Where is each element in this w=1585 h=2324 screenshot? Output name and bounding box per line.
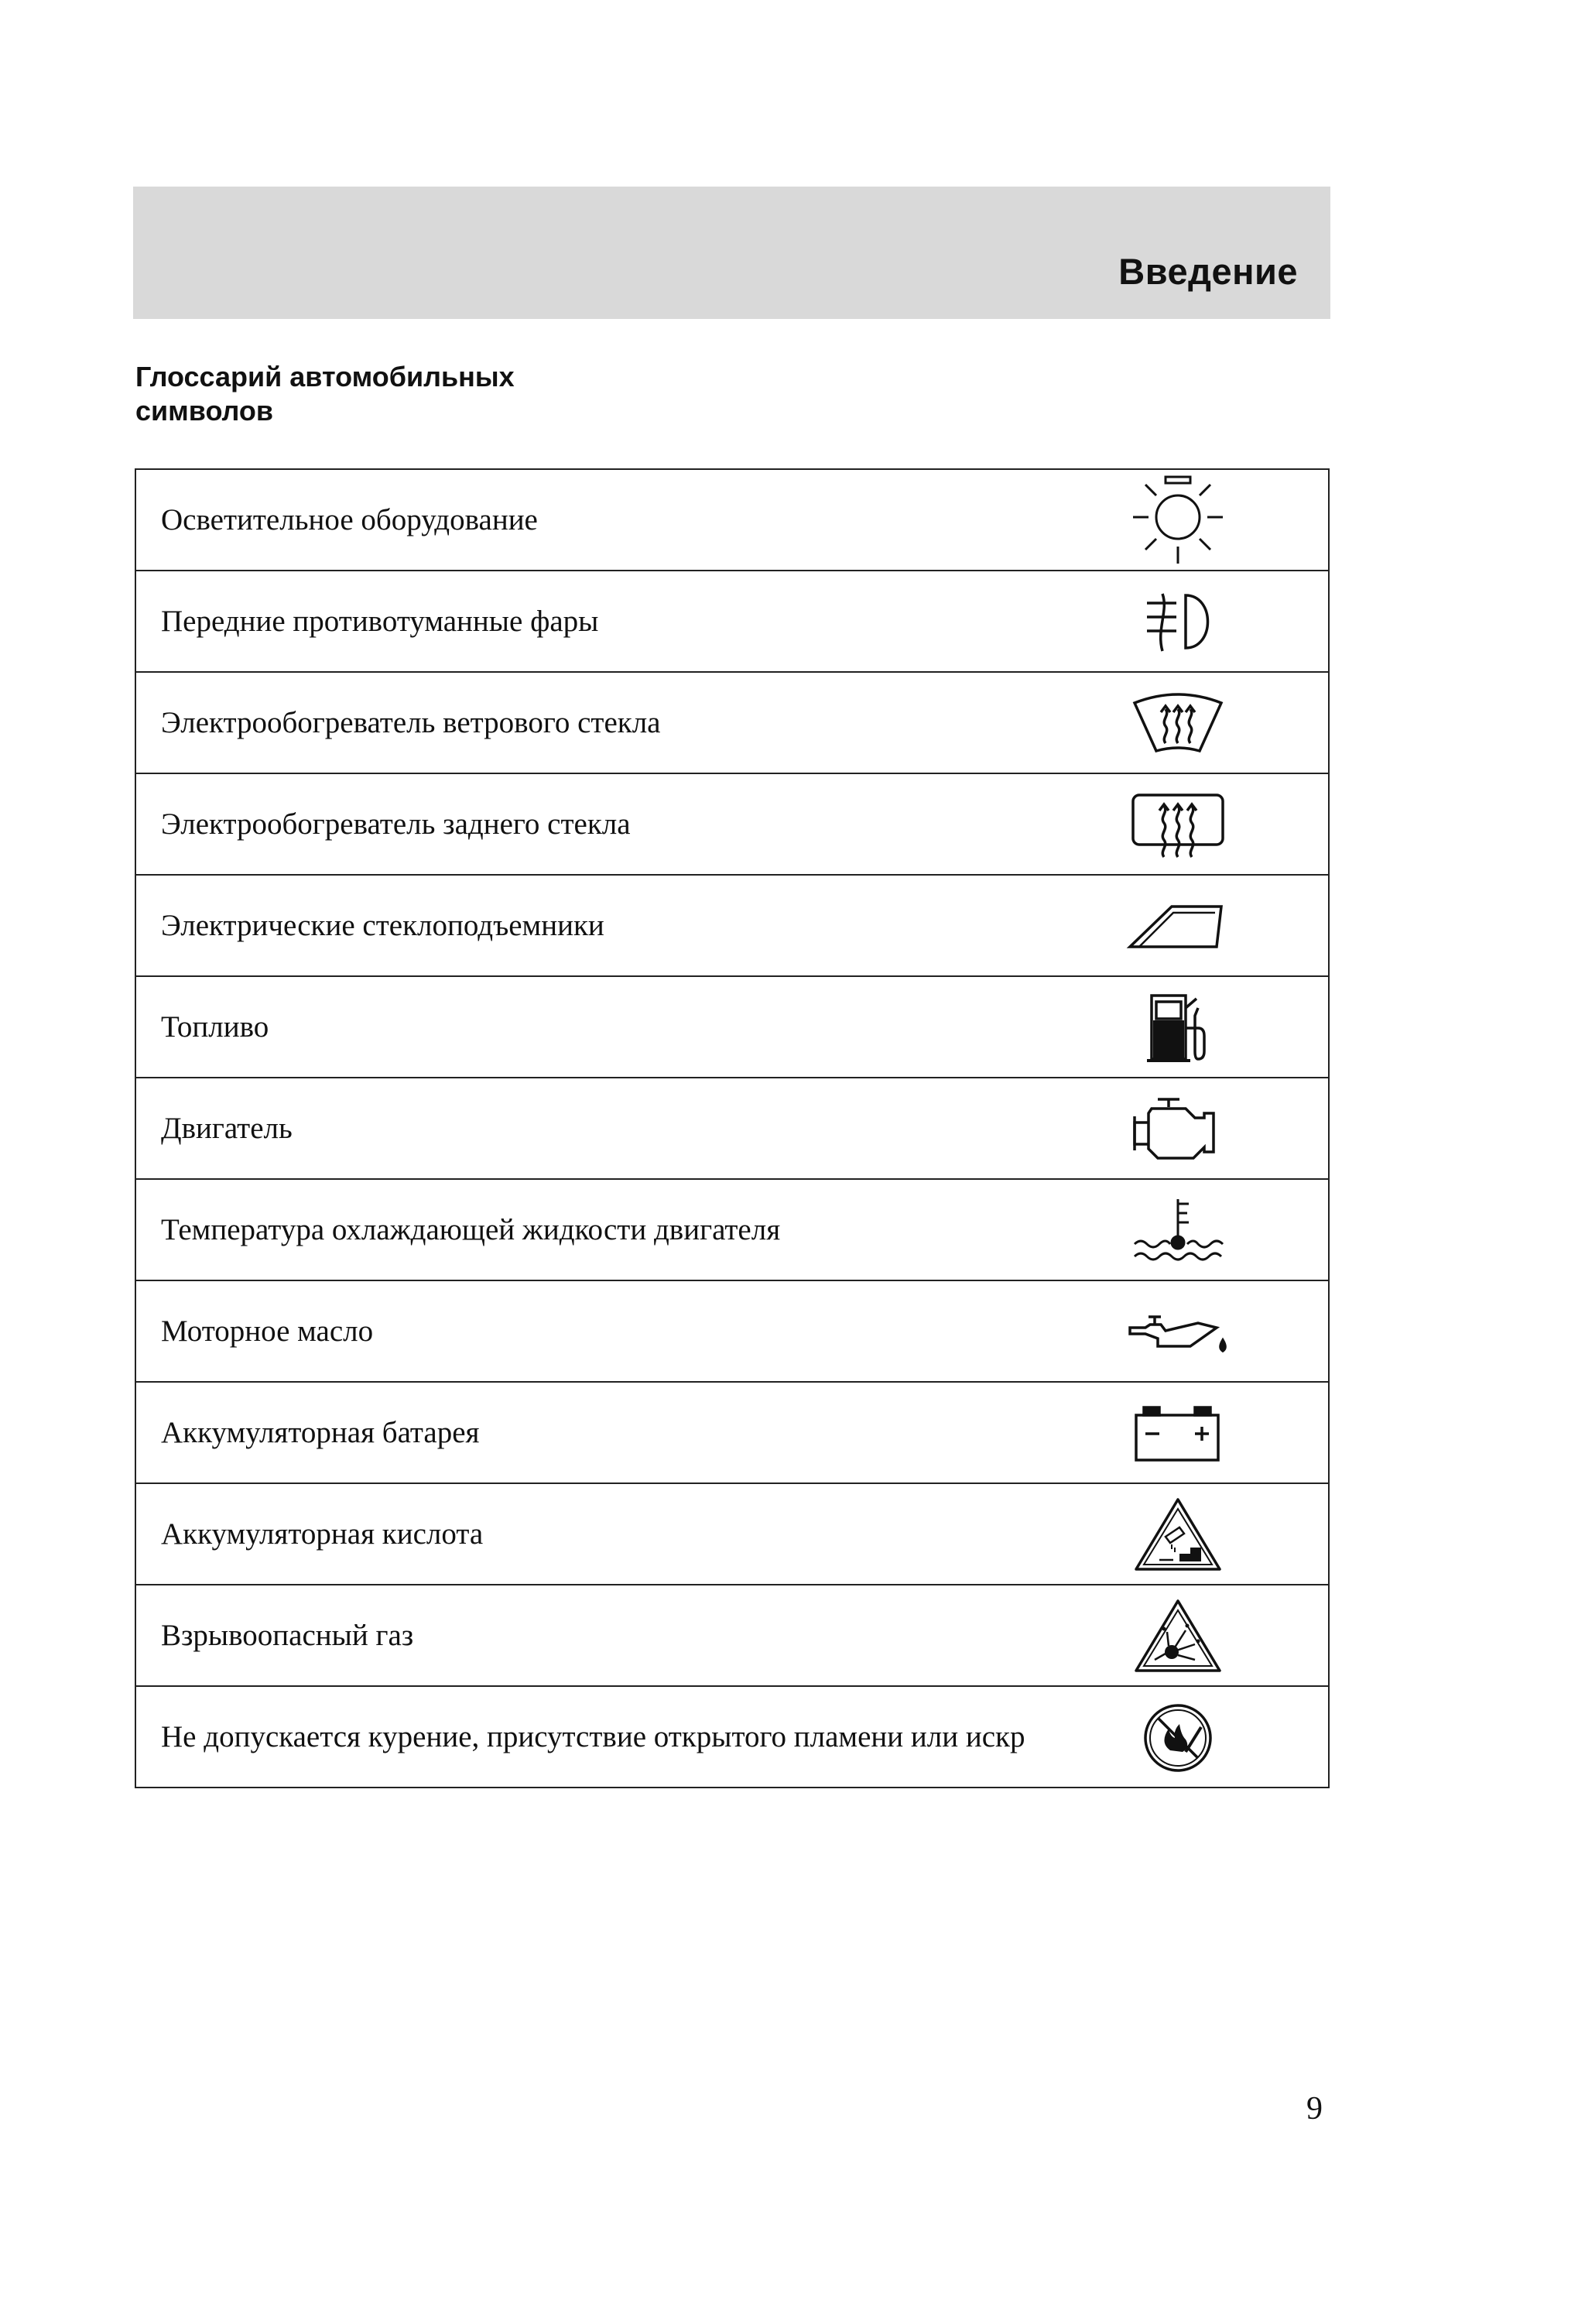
symbol-label: Температура охлаждающей жидкости двигателя bbox=[161, 1212, 781, 1246]
rear-window-defrost-icon bbox=[1124, 786, 1232, 863]
page-number: 9 bbox=[1306, 2091, 1323, 2127]
symbol-label: Топливо bbox=[161, 1009, 269, 1044]
symbol-label: Аккумуляторная кислота bbox=[161, 1517, 484, 1551]
symbol-label: Передние противотуманные фары bbox=[161, 604, 599, 638]
table-row bbox=[135, 1078, 1329, 1179]
header-band bbox=[133, 187, 1330, 319]
symbol-label: Осветительное оборудование bbox=[161, 502, 538, 536]
front-fog-lamp-icon bbox=[1124, 583, 1232, 660]
battery-icon bbox=[1124, 1398, 1232, 1468]
table-row bbox=[135, 1483, 1329, 1585]
lighting-icon bbox=[1124, 472, 1232, 568]
explosive-gas-warning-icon bbox=[1124, 1593, 1232, 1678]
engine-icon bbox=[1124, 1090, 1232, 1167]
windshield-defrost-icon bbox=[1124, 684, 1232, 762]
symbol-label: Аккумуляторная батарея bbox=[161, 1415, 480, 1449]
table-row bbox=[135, 875, 1329, 976]
power-window-icon bbox=[1124, 891, 1232, 961]
symbol-glossary-table bbox=[135, 468, 1330, 1788]
table-row bbox=[135, 976, 1329, 1078]
no-smoking-flame-icon bbox=[1124, 1695, 1232, 1780]
table-row bbox=[135, 469, 1329, 571]
symbol-label: Моторное масло bbox=[161, 1314, 374, 1348]
table-row bbox=[135, 773, 1329, 875]
symbol-label: Не допускается курение, присутствие открытого пламени или искр bbox=[161, 1719, 1025, 1753]
fuel-pump-icon bbox=[1124, 985, 1232, 1070]
coolant-temperature-icon bbox=[1124, 1191, 1232, 1269]
symbol-label: Взрывоопасный газ bbox=[161, 1618, 414, 1652]
page-title: Введение bbox=[1118, 251, 1298, 292]
table-row bbox=[135, 1382, 1329, 1483]
section-title bbox=[135, 360, 677, 428]
symbol-label: Электрические стеклоподъемники bbox=[161, 908, 604, 942]
table-row bbox=[135, 571, 1329, 672]
table-row bbox=[135, 1179, 1329, 1280]
section-title-line-2: символов bbox=[135, 395, 274, 427]
table-row bbox=[135, 1686, 1329, 1788]
oil-can-icon bbox=[1124, 1297, 1232, 1366]
section-title-line-1: Глоссарий автомобильных bbox=[135, 361, 515, 392]
table-row bbox=[135, 1280, 1329, 1382]
battery-acid-warning-icon bbox=[1124, 1492, 1232, 1577]
symbol-label: Электрообогреватель заднего стекла bbox=[161, 807, 631, 841]
symbol-label: Двигатель bbox=[161, 1111, 293, 1145]
symbol-label: Электрообогреватель ветрового стекла bbox=[161, 705, 661, 739]
table-row bbox=[135, 672, 1329, 773]
table-row bbox=[135, 1585, 1329, 1686]
